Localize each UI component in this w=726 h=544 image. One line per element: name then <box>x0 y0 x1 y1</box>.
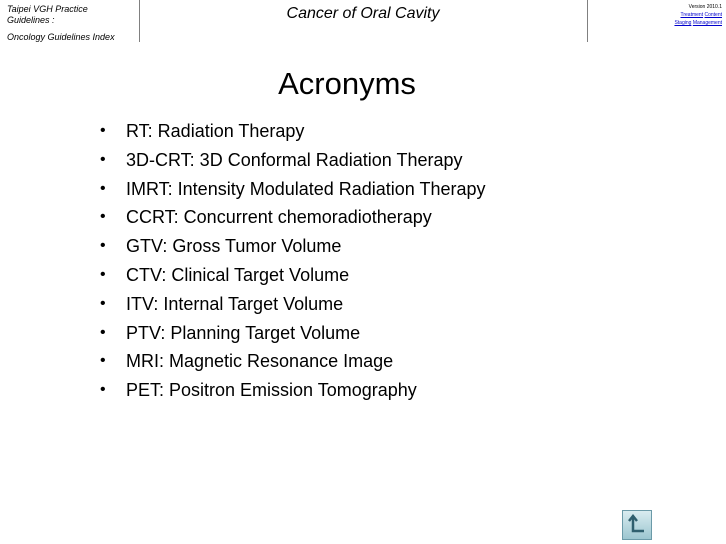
bullet: • <box>100 237 106 255</box>
acronym-item <box>98 347 486 376</box>
treatment-link[interactable]: Treatment <box>680 12 704 18</box>
source-line-1: Taipei VGH Practice <box>7 4 88 14</box>
acronym-item <box>98 232 486 261</box>
bullet: • <box>100 179 106 197</box>
acronym-text: PTV: Planning Target Volume <box>126 322 361 343</box>
acronym-text: IMRT: Intensity Modulated Radiation Therapy <box>126 178 486 199</box>
bullet: • <box>100 208 106 226</box>
source-line-2: Guidelines : <box>7 15 55 25</box>
index-link[interactable]: Oncology Guidelines Index <box>7 32 115 42</box>
return-arrow-icon <box>626 514 648 536</box>
acronym-item <box>98 146 486 175</box>
bullet: • <box>100 122 106 139</box>
bullet: • <box>100 265 106 283</box>
bullet: • <box>100 352 106 370</box>
acronym-text: RT: Radiation Therapy <box>126 121 305 141</box>
content-link[interactable]: Content <box>704 12 722 18</box>
page-title: Acronyms <box>278 66 416 101</box>
version-nav <box>588 3 722 27</box>
acronym-item <box>98 203 486 232</box>
acronym-text: GTV: Gross Tumor Volume <box>126 236 342 257</box>
acronym-text: CCRT: Concurrent chemoradiotherapy <box>126 207 432 228</box>
version-label: Version 2010.1 <box>688 4 722 10</box>
acronym-item <box>98 319 486 348</box>
acronym-text: MRI: Magnetic Resonance Image <box>126 351 394 372</box>
acronym-text: CTV: Clinical Target Volume <box>126 264 350 285</box>
acronym-item <box>98 290 486 319</box>
slide-header-title: Cancer of Oral Cavity <box>286 5 440 22</box>
guideline-source <box>7 4 137 43</box>
acronym-item <box>98 117 486 146</box>
header <box>0 0 726 42</box>
staging-link[interactable]: Staging <box>674 20 692 26</box>
bullet: • <box>100 323 106 341</box>
acronym-item <box>98 175 486 204</box>
bullet: • <box>100 381 106 399</box>
acronym-text: PET: Positron Emission Tomography <box>126 380 417 401</box>
acronym-list <box>98 117 486 405</box>
acronym-text: 3D-CRT: 3D Conformal Radiation Therapy <box>126 149 463 170</box>
bullet: • <box>100 294 106 312</box>
back-button[interactable] <box>622 510 652 540</box>
management-link[interactable]: Management <box>692 20 722 26</box>
acronym-item <box>98 376 486 405</box>
acronym-text: ITV: Internal Target Volume <box>126 293 344 314</box>
bullet: • <box>100 150 106 168</box>
acronym-item <box>98 261 486 290</box>
